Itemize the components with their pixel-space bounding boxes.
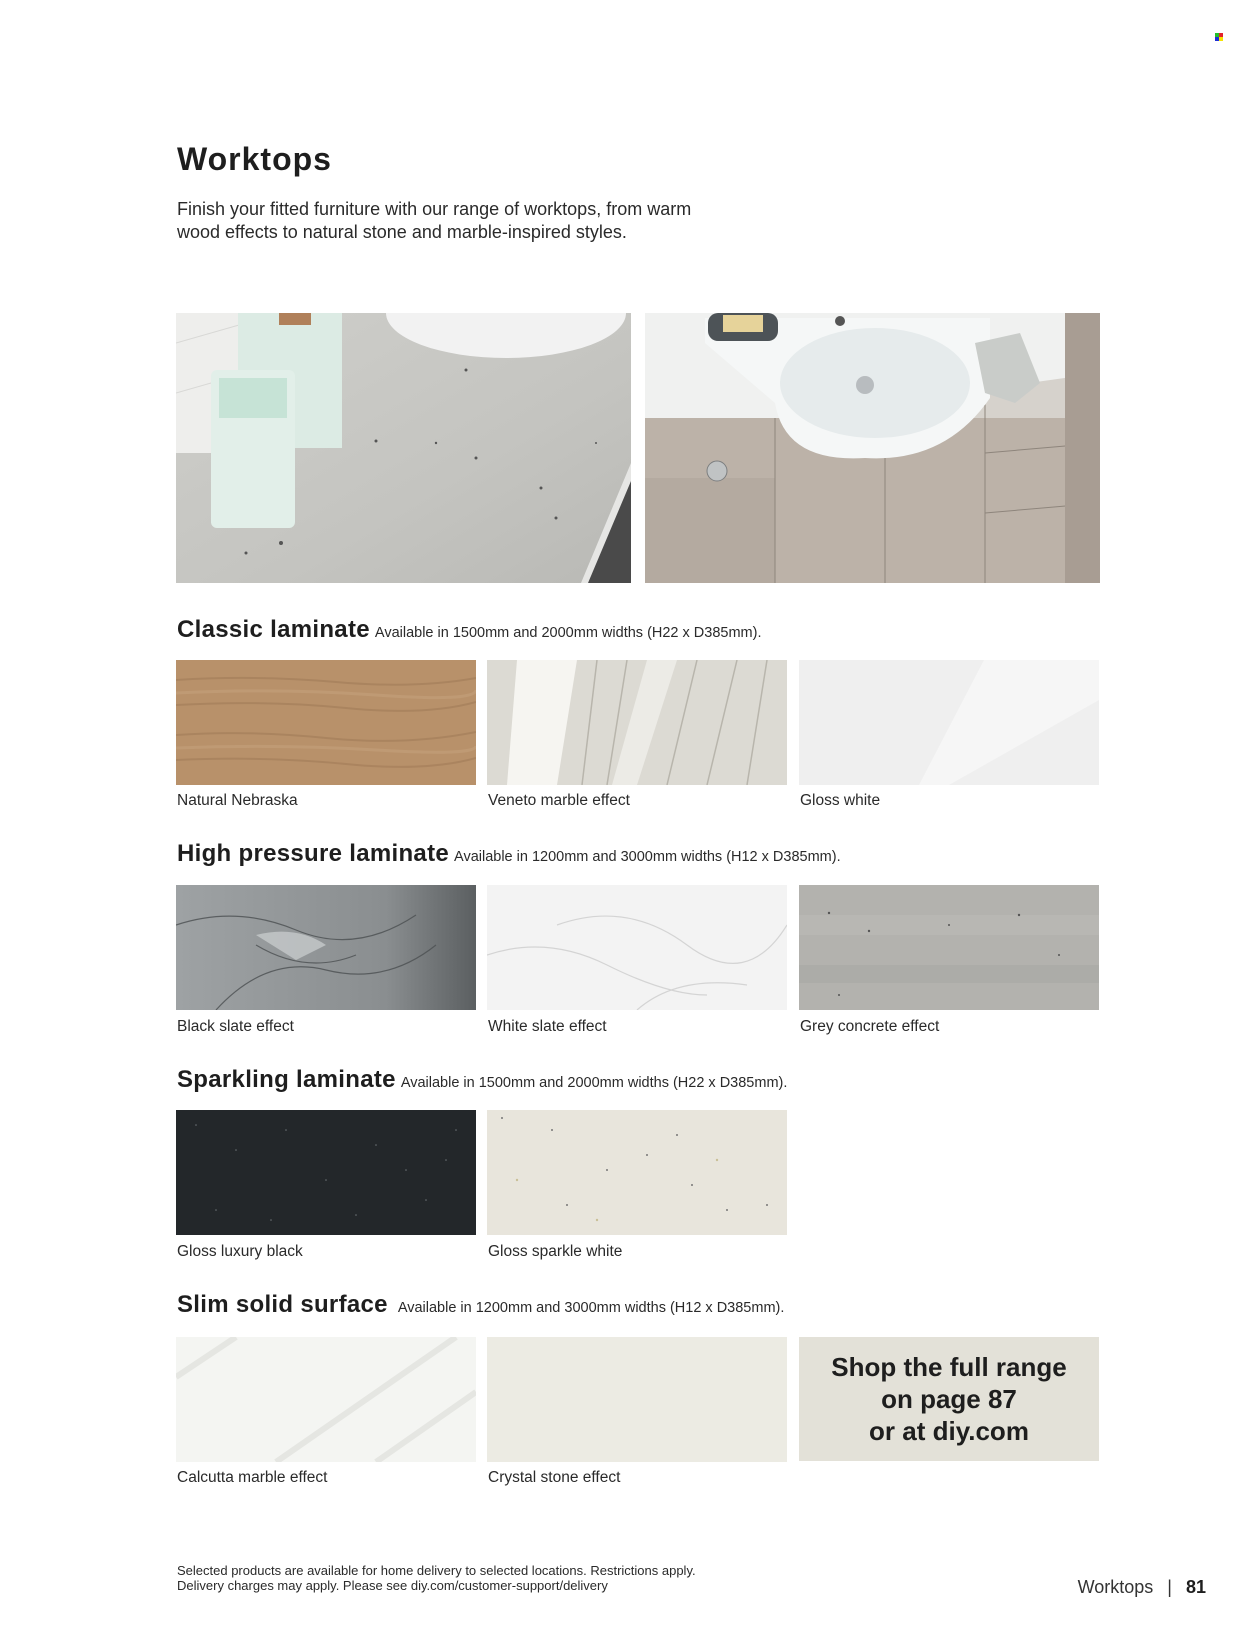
swatch-label: White slate effect (488, 1018, 607, 1035)
swatch-label: Black slate effect (177, 1018, 294, 1035)
promo-line-3: or at diy.com (869, 1416, 1029, 1446)
swatch-gloss-white (799, 660, 1099, 785)
swatch-natural-nebraska (176, 660, 476, 785)
swatch-calcutta-marble (176, 1337, 476, 1462)
section-title: Slim solid surface (177, 1291, 388, 1318)
swatch-black-slate (176, 885, 476, 1010)
delivery-note (177, 1563, 696, 1593)
section-title: Sparkling laminate (177, 1066, 396, 1093)
swatch-white-slate (487, 885, 787, 1010)
section-title: High pressure laminate (177, 840, 450, 867)
section-availability: Available in 1200mm and 3000mm widths (H12 x D385mm). (454, 849, 841, 865)
promo-line-2: on page 87 (881, 1384, 1017, 1414)
section-title: Classic laminate (177, 616, 370, 643)
intro-line-2: wood effects to natural stone and marble-inspired styles. (177, 222, 627, 242)
page-footer (1078, 1577, 1206, 1598)
section-heading-sparkling-laminate (177, 1066, 787, 1094)
footer-section-name: Worktops (1077, 1577, 1154, 1597)
footer-separator: | (1167, 1577, 1172, 1597)
delivery-note-line-2: Delivery charges may apply. Please see diy.com/customer-support/delivery (177, 1578, 608, 1593)
promo-line-1: Shop the full range (831, 1352, 1067, 1382)
swatch-label: Veneto marble effect (488, 792, 630, 809)
concrete-worktop-photo (176, 313, 631, 583)
swatch-label: Crystal stone effect (488, 1469, 621, 1486)
vanity-basin-photo (645, 313, 1100, 583)
swatch-label: Gloss white (800, 792, 881, 809)
section-heading-slim-solid-surface (177, 1291, 784, 1319)
swatch-label: Calcutta marble effect (177, 1469, 328, 1486)
swatch-label: Natural Nebraska (177, 792, 298, 809)
page-number: 81 (1185, 1577, 1206, 1597)
swatch-gloss-sparkle-white (487, 1110, 787, 1235)
swatch-crystal-stone (487, 1337, 787, 1462)
intro-line-1: Finish your fitted furniture with our range of worktops, from warm (177, 199, 692, 219)
page-title: Worktops (177, 141, 332, 177)
brand-logo-icon (1215, 33, 1223, 41)
section-heading-classic-laminate (177, 616, 761, 644)
swatch-grey-concrete (799, 885, 1099, 1010)
swatch-gloss-luxury-black (176, 1110, 476, 1235)
swatch-label: Gloss luxury black (177, 1243, 303, 1260)
section-availability: Available in 1200mm and 3000mm widths (H12 x D385mm). (397, 1300, 785, 1316)
intro-text (177, 198, 737, 244)
swatch-veneto-marble (487, 660, 787, 785)
section-heading-high-pressure-laminate (177, 840, 841, 868)
delivery-note-line-1: Selected products are available for home delivery to selected locations. Restrictions apply. (177, 1563, 696, 1578)
section-availability: Available in 1500mm and 2000mm widths (H22 x D385mm). (400, 1075, 788, 1091)
shop-full-range-promo[interactable] (799, 1337, 1099, 1461)
section-availability: Available in 1500mm and 2000mm widths (H22 x D385mm). (374, 625, 762, 641)
swatch-label: Grey concrete effect (800, 1018, 940, 1035)
swatch-label: Gloss sparkle white (488, 1243, 623, 1260)
